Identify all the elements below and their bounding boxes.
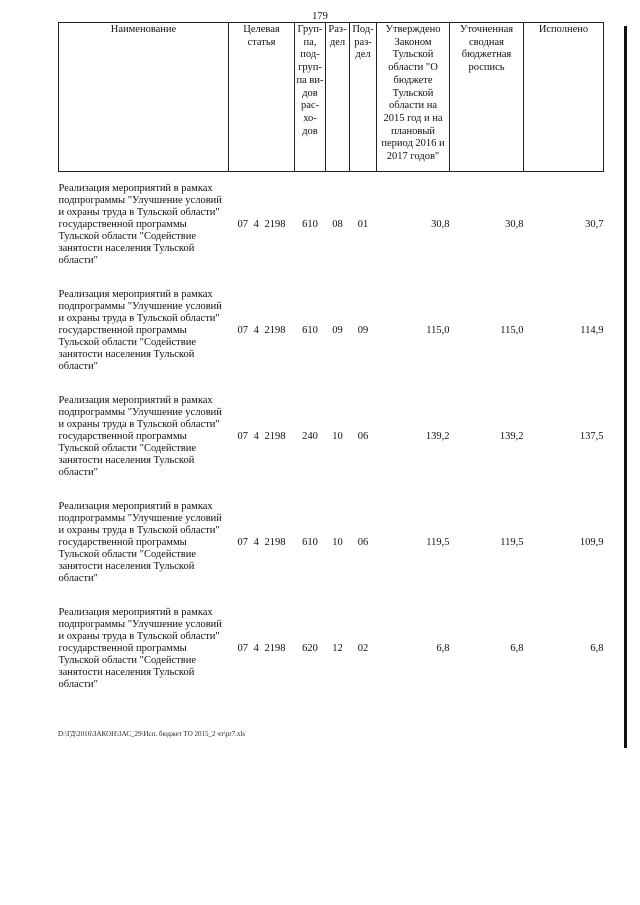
row-refined: 6,8	[510, 643, 524, 655]
row-name: Реализация мероприятий в рамках подпрограммы "Улучшение условий и охраны труда в Тульской области" государственной программы Тульской области "Содействие занятости населения Тульской области"	[58, 289, 222, 372]
budget-table	[58, 22, 604, 702]
row-section: 10	[332, 537, 343, 549]
table-row	[59, 596, 604, 702]
row-name: Реализация мероприятий в рамках подпрограммы "Улучшение условий и охраны труда в Тульской области" государственной программы Тульской области "Содействие занятости населения Тульской области"	[58, 183, 222, 266]
row-name: Реализация мероприятий в рамках подпрограммы "Улучшение условий и охраны труда в Тульской области" государственной программы Тульской области "Содействие занятости населения Тульской области"	[58, 607, 222, 690]
row-refined: 115,0	[500, 325, 524, 337]
row-approved: 6,8	[436, 643, 450, 655]
row-expense-group: 610	[302, 219, 318, 231]
row-name: Реализация мероприятий в рамках подпрограммы "Улучшение условий и охраны труда в Тульской области" государственной программы Тульской области "Содействие занятости населения Тульской области"	[58, 501, 222, 584]
row-expense-group: 240	[302, 431, 318, 443]
table-header-row	[59, 23, 604, 172]
table-row	[59, 278, 604, 384]
row-expense-group: 610	[302, 325, 318, 337]
row-approved: 30,8	[431, 219, 450, 231]
footer-file-path: D:\ГД\2016\ЗАКОН\ЗАС_29\Исп. бюджет ТО 2015_2 чт\pr7.xls	[58, 730, 246, 738]
row-target-article: 07 4 2198	[237, 325, 286, 337]
header-approved: Утверждено Законом Тульской области "О бюджете Тульской области на 2015 год и на плановый период 2016 и 2017 годов"	[377, 23, 450, 172]
header-name: Наименование	[59, 23, 229, 172]
row-section: 10	[332, 431, 343, 443]
header-subsection: Под- раз- дел	[350, 23, 377, 172]
header-expense-group: Груп- па, под- груп- па ви- дов рас- хо- дов	[295, 23, 326, 172]
header-section: Раз- дел	[326, 23, 350, 172]
row-subsection: 02	[357, 643, 369, 655]
row-approved: 139,2	[425, 431, 450, 443]
row-executed: 109,9	[579, 537, 604, 549]
scan-edge-bar	[624, 26, 627, 748]
row-executed: 6,8	[590, 643, 604, 655]
row-subsection: 01	[357, 219, 369, 231]
row-refined: 119,5	[500, 537, 524, 549]
row-target-article: 07 4 2198	[237, 537, 286, 549]
header-executed: Исполнено	[524, 23, 604, 172]
row-approved: 115,0	[426, 325, 450, 337]
row-target-article: 07 4 2198	[237, 643, 286, 655]
row-refined: 139,2	[499, 431, 524, 443]
row-expense-group: 610	[302, 537, 318, 549]
row-subsection: 06	[357, 431, 369, 443]
page-number: 179	[312, 11, 328, 22]
row-executed: 137,5	[579, 431, 604, 443]
row-target-article: 07 4 2198	[237, 431, 286, 443]
row-executed: 30,7	[585, 219, 604, 231]
row-approved: 119,5	[426, 537, 450, 549]
row-expense-group: 620	[302, 643, 318, 655]
row-name: Реализация мероприятий в рамках подпрограммы "Улучшение условий и охраны труда в Тульской области" государственной программы Тульской области "Содействие занятости населения Тульской области"	[58, 395, 222, 478]
row-refined: 30,8	[505, 219, 524, 231]
row-section: 08	[332, 219, 343, 231]
table-row	[59, 384, 604, 490]
header-target-article: Целевая статья	[229, 23, 295, 172]
table-row	[59, 490, 604, 596]
row-target-article: 07 4 2198	[237, 219, 286, 231]
header-refined: Уточненная сводная бюджетная роспись	[450, 23, 524, 172]
row-section: 09	[332, 325, 343, 337]
row-subsection: 06	[357, 537, 369, 549]
table-row	[59, 172, 604, 279]
row-subsection: 09	[357, 325, 369, 337]
row-executed: 114,9	[580, 325, 604, 337]
row-section: 12	[332, 643, 343, 655]
